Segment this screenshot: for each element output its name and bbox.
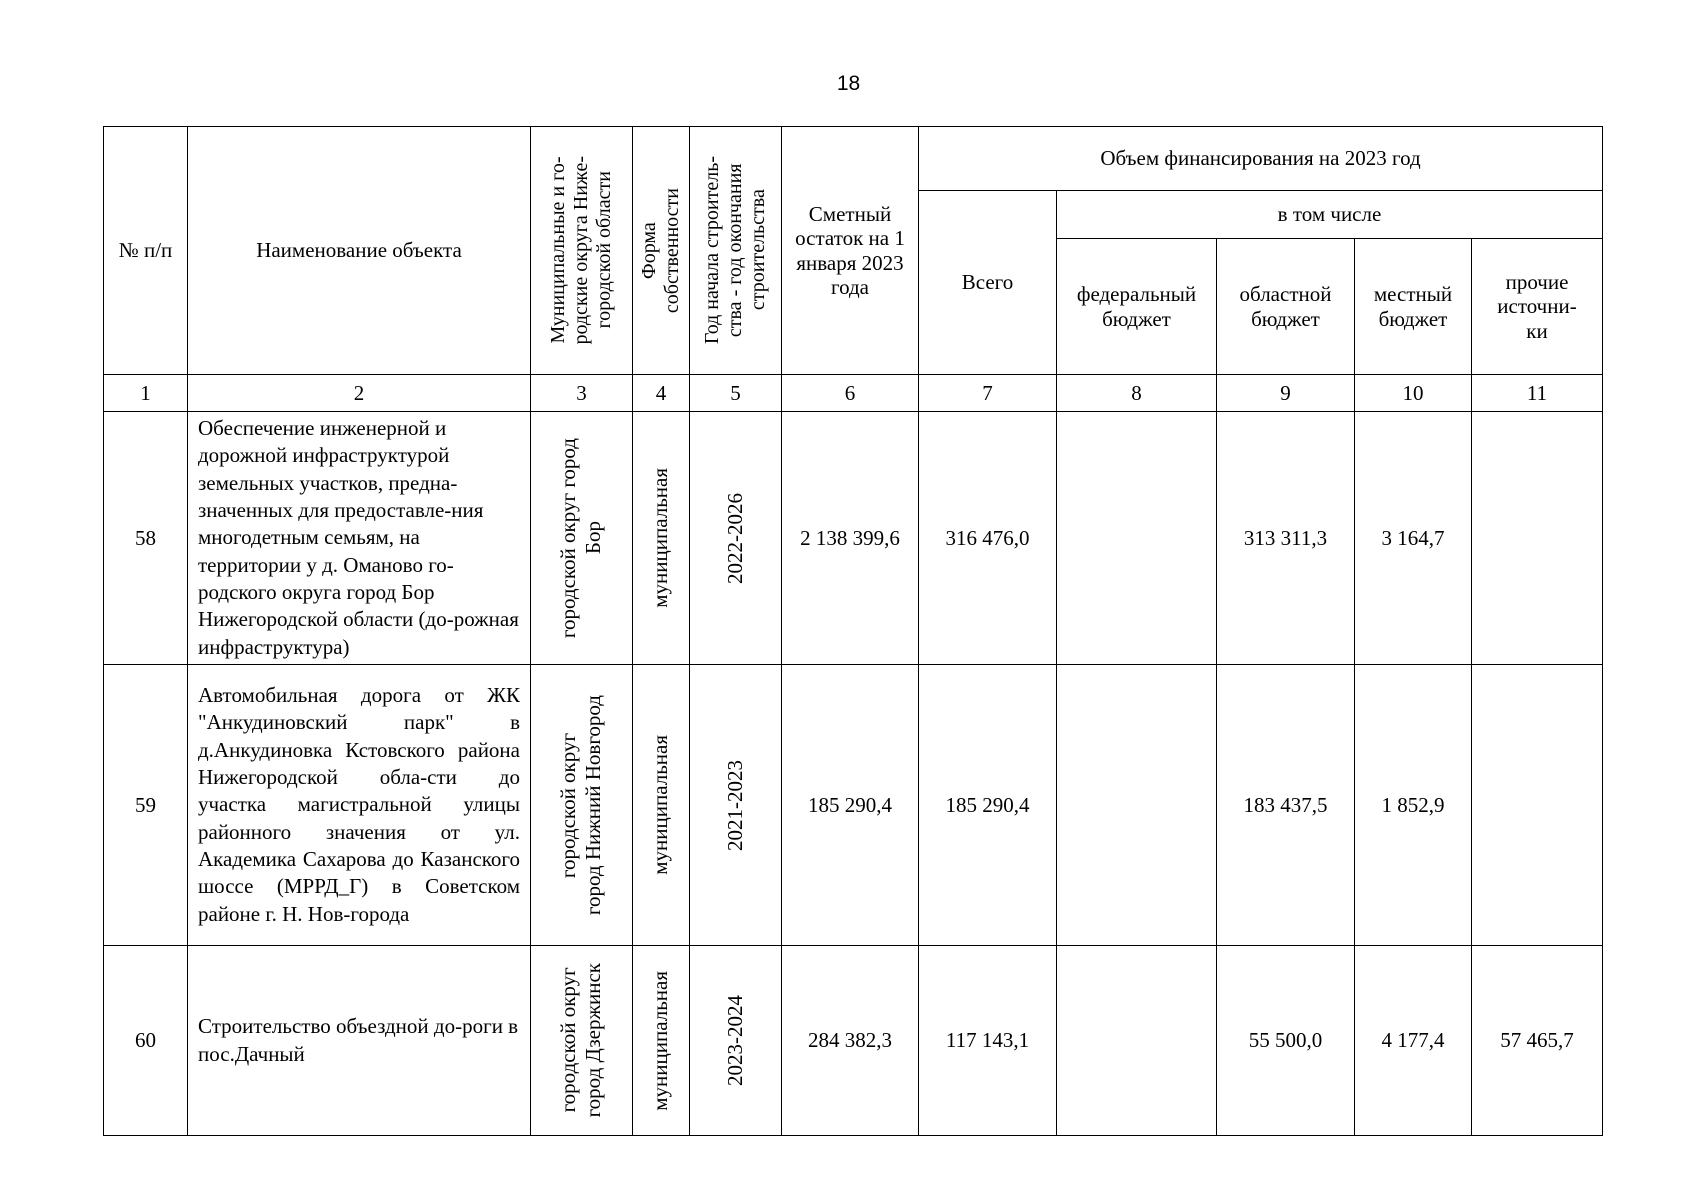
header-estimate: Сметный остаток на 1 января 2023 года [782,127,919,375]
estimate-value: 284 382,3 [782,946,919,1136]
header-regional: областной бюджет [1217,239,1355,375]
federal-value [1057,665,1217,946]
column-number: 4 [633,375,690,412]
municipality-text: городской округ город Бор [556,437,606,639]
years-text: 2021-2023 [722,759,747,851]
table-row [104,665,1603,946]
municipality-text: городской округ город Дзержинск [556,963,606,1118]
column-number: 10 [1355,375,1472,412]
local-value: 3 164,7 [1355,412,1472,665]
object-name: Строительство объездной до-роги в пос.Дачный [188,946,531,1136]
column-number: 6 [782,375,919,412]
municipality-cell [531,665,633,946]
column-number: 7 [919,375,1057,412]
ownership-text: муниципальная [648,735,673,875]
ownership-cell [633,412,690,665]
column-number: 2 [188,375,531,412]
regional-value: 313 311,3 [1217,412,1355,665]
estimate-value: 2 138 399,6 [782,412,919,665]
header-local: местный бюджет [1355,239,1472,375]
years-cell [690,665,782,946]
ownership-cell [633,946,690,1136]
header-other: прочие источни-ки [1472,239,1603,375]
header-ownership [633,127,690,375]
years-text: 2022-2026 [722,492,747,584]
years-text: 2023-2024 [722,995,747,1086]
column-number: 8 [1057,375,1217,412]
federal-value [1057,946,1217,1136]
object-name: Автомобильная дорога от ЖК "Анкудиновский парк" в д.Анкудиновка Кстовского района Нижегородской обла-сти до участка магистральной улицы районного значения от ул. Академика Сахарова до Казанского шоссе (МРРД_Г) в Советском районе г. Н. Нов-города [188,665,531,946]
local-value: 1 852,9 [1355,665,1472,946]
federal-value [1057,412,1217,665]
row-num: 60 [104,946,188,1136]
header-years [690,127,782,375]
header-total: Всего [919,191,1057,375]
ownership-cell [633,665,690,946]
column-numbers-row [104,375,1603,412]
row-num: 59 [104,665,188,946]
header-municipality-text: Муниципальные и го- родские округа Ниже- городской области [547,156,615,345]
ownership-text: муниципальная [648,970,673,1111]
column-number: 9 [1217,375,1355,412]
regional-value: 183 437,5 [1217,665,1355,946]
header-municipality [531,127,633,375]
header-federal: федеральный бюджет [1057,239,1217,375]
total-value: 117 143,1 [919,946,1057,1136]
table-row [104,412,1603,665]
header-including: в том числе [1057,191,1603,239]
page-number: 18 [836,72,861,95]
regional-value: 55 500,0 [1217,946,1355,1136]
header-funding-group: Объем финансирования на 2023 год [919,127,1603,191]
municipality-cell [531,946,633,1136]
years-cell [690,946,782,1136]
header-num: № п/п [104,127,188,375]
local-value: 4 177,4 [1355,946,1472,1136]
total-value: 185 290,4 [919,665,1057,946]
ownership-text: муниципальная [648,468,673,608]
header-years-text: Год начала строитель- ства - год окончания строительства [701,156,769,345]
other-value [1472,665,1603,946]
other-value [1472,412,1603,665]
financing-table [103,126,1603,1136]
municipality-cell [531,412,633,665]
object-name: Обеспечение инженерной и дорожной инфраструктурой земельных участков, предна-значенных для предоставле-ния многодетным семьям, на территории у д. Оманово го-родского округа город Бор Нижегородской области (до-рожная инфраструктура) [188,412,531,665]
years-cell [690,412,782,665]
column-number: 5 [690,375,782,412]
header-ownership-text: Форма собственности [638,187,683,314]
column-number: 11 [1472,375,1603,412]
column-number: 3 [531,375,633,412]
total-value: 316 476,0 [919,412,1057,665]
municipality-text: городской округ город Нижний Новгород [556,694,606,916]
other-value: 57 465,7 [1472,946,1603,1136]
row-num: 58 [104,412,188,665]
column-number: 1 [104,375,188,412]
estimate-value: 185 290,4 [782,665,919,946]
header-name: Наименование объекта [188,127,531,375]
table-row [104,946,1603,1136]
